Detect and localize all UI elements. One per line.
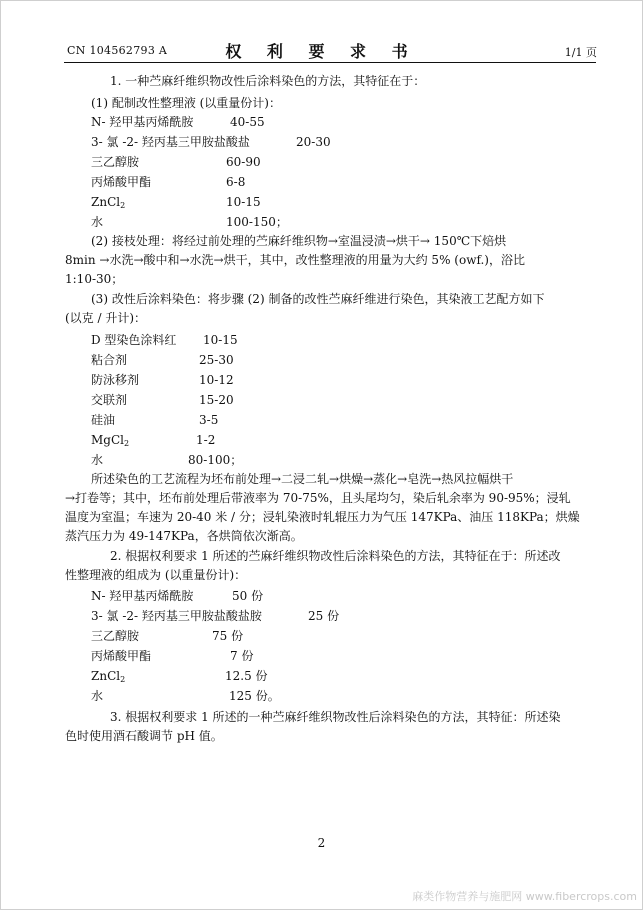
claim3-line: 3. 根据权利要求 1 所述的一种苎麻纤维织物改性后涂料染色的方法，其特征：所述染 [110, 710, 561, 724]
formula2-value: 25-30 [199, 353, 234, 367]
formula2-value: 10-12 [199, 373, 234, 387]
formula1-name: 三乙醇胺 [91, 155, 140, 169]
formula1-value: 40-55 [230, 115, 265, 129]
claim1-process-line: 蒸汽压力为 49-147KPa，各烘筒依次渐高。 [65, 529, 303, 543]
formula3-name: 三乙醇胺 [91, 629, 140, 643]
formula2-value: 80-100； [188, 453, 243, 467]
formula1-name: 3- 氯 -2- 羟丙基三甲胺盐酸盐 [91, 135, 250, 149]
formula1-value: 10-15 [226, 195, 261, 209]
formula3-value: 12.5 份 [225, 669, 268, 683]
claim1-process-line: 温度为室温；车速为 20-40 米 / 分；浸轧染液时轧辊压力为气压 147KPa、油压 118KPa；烘燥 [65, 510, 580, 524]
formula1-value: 6-8 [226, 175, 246, 189]
formula1-name [91, 193, 125, 215]
formula2-name: D 型染色涂料红 [91, 333, 177, 347]
formula2-name [91, 431, 129, 453]
claim1-step2-line: 1:10-30； [65, 272, 124, 286]
formula1-value: 20-30 [296, 135, 331, 149]
formula1-name: N- 羟甲基丙烯酰胺 [91, 115, 194, 129]
formula2-value: 10-15 [203, 333, 238, 347]
formula3-name: 3- 氯 -2- 羟丙基三甲胺盐酸盐胺 [91, 609, 262, 623]
formula2-name: 防泳移剂 [91, 373, 140, 387]
formula1-name: 丙烯酸甲酯 [91, 175, 152, 189]
formula3-name: N- 羟甲基丙烯酰胺 [91, 589, 194, 603]
formula2-name: 硅油 [91, 413, 116, 427]
page-title: 权 利 要 求 书 [225, 42, 418, 61]
claim1-step1-title: (1) 配制改性整理液 (以重量份计)： [91, 96, 281, 110]
watermark: 麻类作物营养与施肥网 www.fibercrops.com [412, 890, 637, 903]
formula2-value: 15-20 [199, 393, 234, 407]
formula2-name: 水 [91, 453, 104, 467]
claim1-process-line: 所述染色的工艺流程为坯布前处理→二浸二轧→烘燥→蒸化→皂洗→热风拉幅烘干 [91, 472, 514, 486]
header-rule [64, 62, 596, 63]
formula3-value: 7 份 [230, 649, 254, 663]
chem-formula: ZnCl [91, 669, 121, 683]
claim1-step3-line: (以克 / 升计)： [65, 311, 147, 325]
formula1-name: 水 [91, 215, 104, 229]
claim1-process-line: →打卷等；其中，坯布前处理后带液率为 70-75%，且头尾均匀，染后轧余率为 90-95%；浸轧 [65, 491, 571, 505]
chem-formula: ZnCl [91, 195, 121, 209]
claim1-intro: 1. 一种苎麻纤维织物改性后涂料染色的方法，其特征在于： [110, 74, 426, 88]
chem-subscript: 2 [120, 675, 126, 684]
chem-formula: MgCl [91, 433, 124, 447]
formula2-name: 交联剂 [91, 393, 128, 407]
claim1-step2-line: (2) 接枝处理：将经过前处理的苎麻纤维织物→室温浸渍→烘干→ 150℃下焙烘 [91, 234, 507, 248]
page-number: 2 [317, 836, 326, 850]
page-indicator: 1/1 页 [564, 46, 597, 59]
claim1-step3-line: (3) 改性后涂料染色：将步骤 (2) 制备的改性苎麻纤维进行染色，其染液工艺配方如下 [91, 292, 545, 306]
formula1-value: 100-150； [226, 215, 288, 229]
claim3-line: 色时使用酒石酸调节 pH 值。 [65, 729, 223, 743]
document-number: CN 104562793 A [67, 44, 168, 57]
claim1-step2-line: 8min →水洗→酸中和→水洗→烘干，其中，改性整理液的用量为大约 5% (owf.)，浴比 [65, 253, 525, 267]
formula3-name: 丙烯酸甲酯 [91, 649, 152, 663]
formula3-name: 水 [91, 689, 104, 703]
formula3-value: 75 份 [212, 629, 244, 643]
claim2-line: 性整理液的组成为 (以重量份计)： [65, 568, 247, 582]
formula2-value: 3-5 [199, 413, 219, 427]
formula3-value: 25 份 [308, 609, 340, 623]
chem-subscript: 2 [120, 201, 126, 210]
formula3-name [91, 667, 125, 689]
chem-subscript: 2 [124, 439, 130, 448]
formula3-value: 50 份 [232, 589, 264, 603]
formula2-value: 1-2 [196, 433, 216, 447]
formula3-value: 125 份。 [229, 689, 280, 703]
claim2-line: 2. 根据权利要求 1 所述的苎麻纤维织物改性后涂料染色的方法，其特征在于：所述改 [110, 549, 561, 563]
formula2-name: 粘合剂 [91, 353, 128, 367]
formula1-value: 60-90 [226, 155, 261, 169]
